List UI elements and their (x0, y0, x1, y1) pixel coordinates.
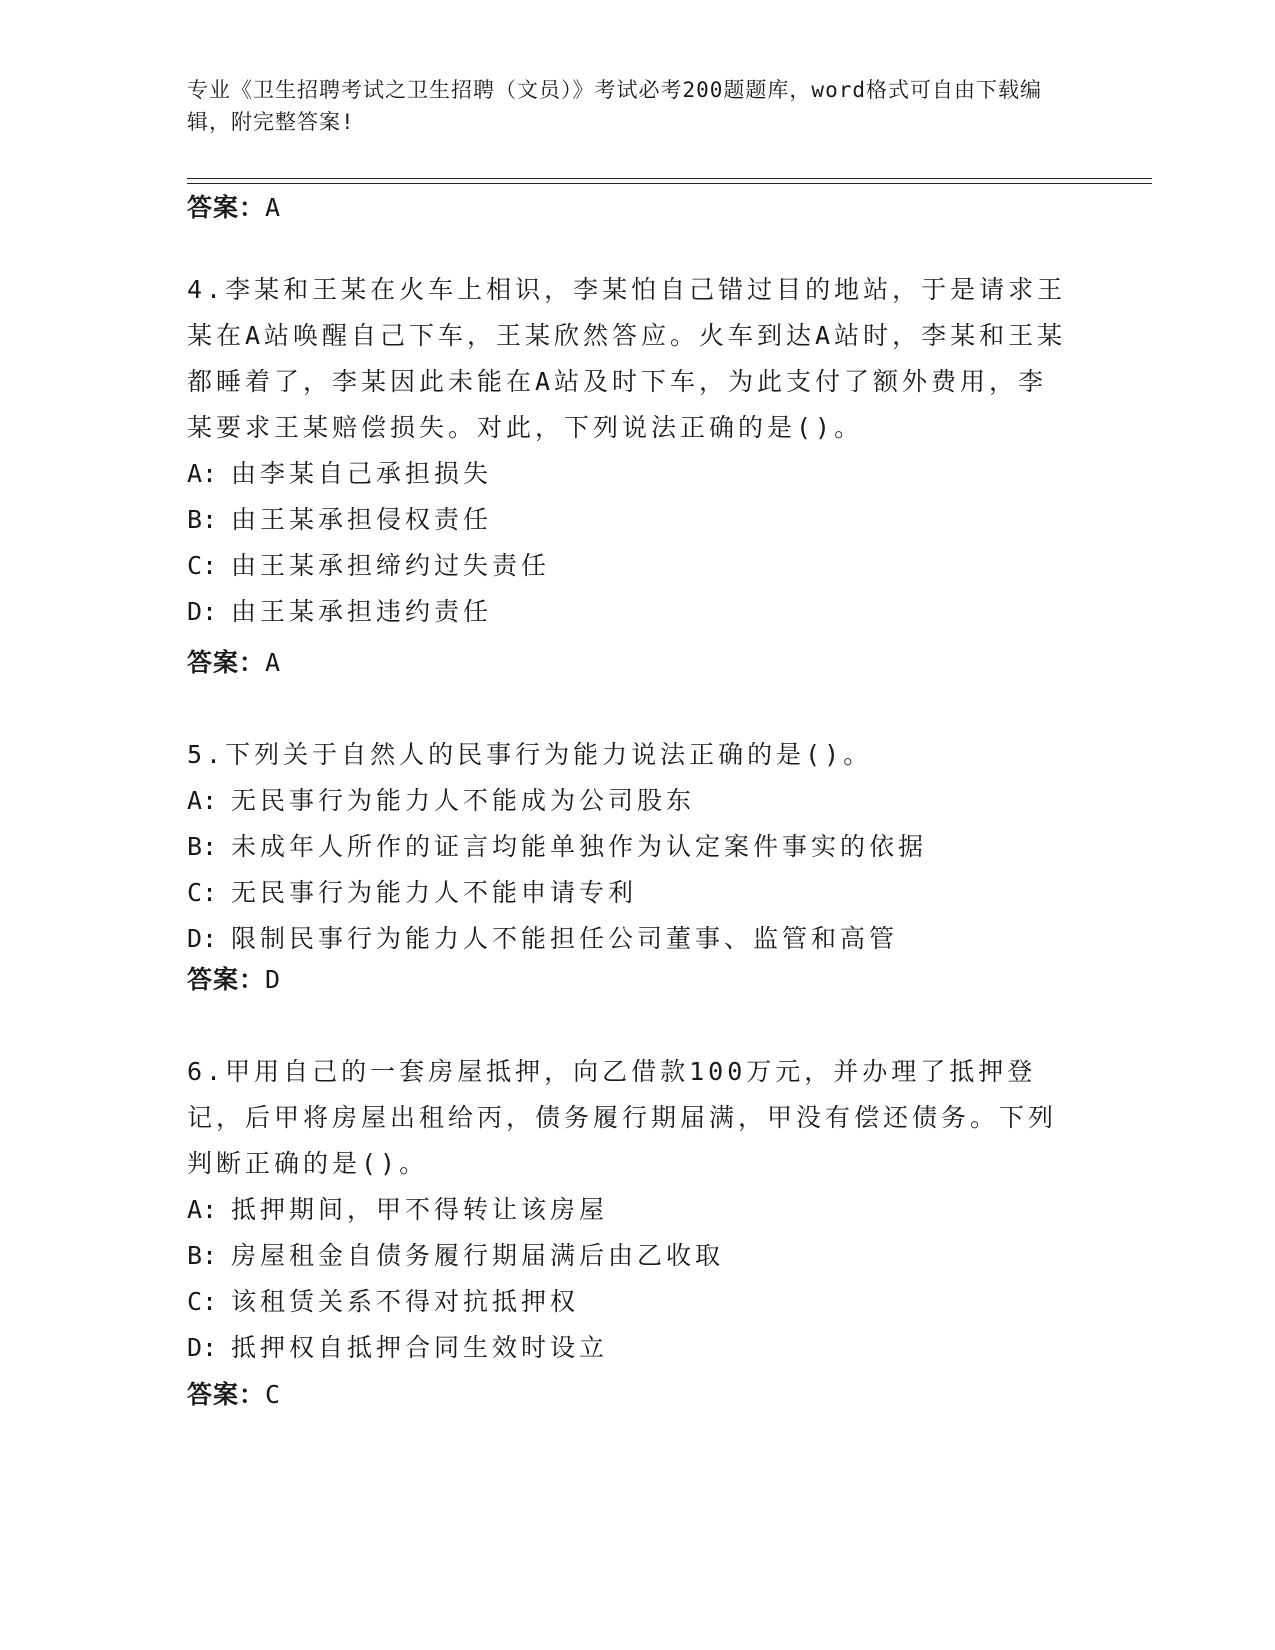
option-key: B: (187, 1241, 218, 1270)
answer-line-q4 (187, 645, 281, 681)
answer-value: C (265, 1380, 282, 1409)
option-a (187, 451, 1067, 497)
option-text: 由王某承担违约责任 (231, 597, 493, 626)
option-key: B: (187, 505, 218, 534)
option-c (187, 543, 1067, 589)
answer-line-prev (187, 190, 281, 226)
option-c (187, 870, 1067, 916)
option-key: B: (187, 832, 218, 861)
question-stem: 6.甲用自己的一套房屋抵押，向乙借款100万元，并办理了抵押登记，后甲将房屋出租给丙，债务履行期届满，甲没有偿还债务。下列判断正确的是()。 (187, 1057, 1058, 1178)
answer-label: 答案： (187, 648, 266, 677)
option-key: A: (187, 459, 218, 488)
answer-label: 答案： (187, 1380, 266, 1409)
option-text: 限制民事行为能力人不能担任公司董事、监管和高管 (231, 924, 899, 953)
option-text: 抵押期间，甲不得转让该房屋 (231, 1195, 609, 1224)
header-divider-bottom (187, 183, 1152, 184)
option-key: A: (187, 786, 218, 815)
question-5 (187, 732, 1067, 962)
question-4 (187, 267, 1067, 635)
option-d (187, 916, 1067, 962)
option-key: C: (187, 878, 218, 907)
option-key: C: (187, 551, 218, 580)
option-key: D: (187, 597, 218, 626)
option-c (187, 1279, 1067, 1325)
question-stem: 4.李某和王某在火车上相识，李某怕自己错过目的地站，于是请求王某在A站唤醒自己下车，王某欣然答应。火车到达A站时，李某和王某都睡着了，李某因此未能在A站及时下车，为此支付了额外费用，李某要求王某赔偿损失。对此，下列说法正确的是()。 (187, 275, 1067, 442)
answer-value: A (265, 648, 282, 677)
option-text: 由王某承担缔约过失责任 (231, 551, 551, 580)
answer-label: 答案： (187, 965, 266, 994)
option-b (187, 497, 1067, 543)
option-b (187, 824, 1067, 870)
option-text: 由李某自己承担损失 (231, 459, 493, 488)
option-text: 无民事行为能力人不能申请专利 (231, 878, 638, 907)
option-text: 房屋租金自债务履行期届满后由乙收取 (231, 1241, 725, 1270)
option-text: 未成年人所作的证言均能单独作为认定案件事实的依据 (231, 832, 928, 861)
option-key: D: (187, 924, 218, 953)
option-text: 该租赁关系不得对抗抵押权 (231, 1287, 580, 1316)
option-text: 抵押权自抵押合同生效时设立 (231, 1333, 609, 1362)
answer-label: 答案： (187, 193, 266, 222)
option-key: A: (187, 1195, 218, 1224)
answer-value: A (265, 193, 282, 222)
option-a (187, 1187, 1067, 1233)
answer-value: D (265, 965, 282, 994)
option-text: 无民事行为能力人不能成为公司股东 (231, 786, 696, 815)
page-header-text: 专业《卫生招聘考试之卫生招聘（文员）》考试必考200题题库，word格式可自由下载编辑，附完整答案! (187, 78, 1042, 134)
option-d (187, 1325, 1067, 1371)
option-b (187, 1233, 1067, 1279)
answer-line-q5 (187, 962, 281, 998)
option-d (187, 589, 1067, 635)
answer-line-q6 (187, 1377, 281, 1413)
header-divider-top (187, 178, 1152, 179)
option-key: D: (187, 1333, 218, 1362)
question-stem: 5.下列关于自然人的民事行为能力说法正确的是()。 (187, 740, 873, 769)
option-a (187, 778, 1067, 824)
option-text: 由王某承担侵权责任 (231, 505, 493, 534)
question-6 (187, 1049, 1067, 1371)
option-key: C: (187, 1287, 218, 1316)
